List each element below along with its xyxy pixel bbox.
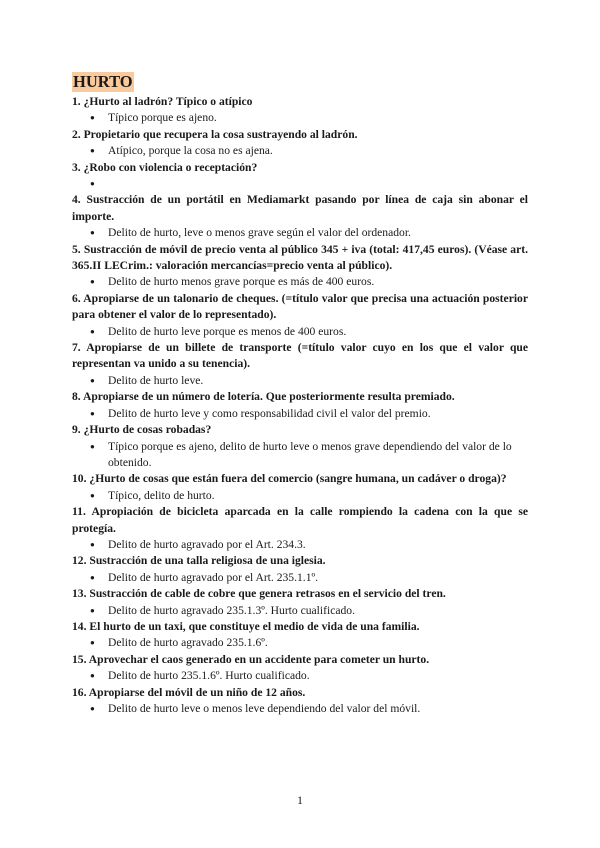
answer-bullet: ● Típico porque es ajeno. bbox=[72, 110, 528, 126]
answer-bullet: ● Delito de hurto, leve o menos grave según el valor del ordenador. bbox=[72, 225, 528, 241]
answer-bullet: ● Delito de hurto agravado por el Art. 235.1.1º. bbox=[72, 570, 528, 586]
answer-bullet: ● Delito de hurto menos grave porque es más de 400 euros. bbox=[72, 274, 528, 290]
section-title: HURTO bbox=[73, 72, 133, 91]
answer-bullet: ● Delito de hurto leve o menos leve dependiendo del valor del móvil. bbox=[72, 701, 528, 717]
question-text: 1. ¿Hurto al ladrón? Típico o atípico bbox=[72, 95, 253, 108]
answer-bullet: ● Delito de hurto leve porque es menos de 400 euros. bbox=[72, 324, 528, 340]
question-item bbox=[72, 389, 528, 422]
answer-bullet bbox=[72, 176, 528, 192]
question-text: 13. Sustracción de cable de cobre que genera retrasos en el servicio del tren. bbox=[72, 587, 446, 601]
answer-bullet: ● Típico, delito de hurto. bbox=[72, 488, 528, 504]
question-text: 4. Sustracción de un portátil en Mediamarkt pasando por línea de caja sin abonar el importe. bbox=[72, 193, 528, 223]
question-item bbox=[72, 127, 528, 160]
answer-bullet: ● Delito de hurto agravado 235.1.6º. bbox=[72, 635, 528, 651]
question-item bbox=[72, 553, 528, 586]
question-item bbox=[72, 291, 528, 340]
question-text: 10. ¿Hurto de cosas que están fuera del comercio (sangre humana, un cadáver o droga)? bbox=[72, 472, 507, 486]
question-text: 5. Sustracción de móvil de precio venta al público 345 + iva (total: 417,45 euros). (Véase art. 365.II LECrim.: valoración mercancías=precio venta al público). bbox=[72, 242, 528, 273]
question-item bbox=[72, 242, 528, 291]
question-item bbox=[72, 94, 528, 127]
answer-bullet: ● Atípico, porque la cosa no es ajena. bbox=[72, 143, 528, 159]
question-text: 11. Apropiación de bicicleta aparcada en la calle rompiendo la cadena con la que se protegía. bbox=[72, 505, 528, 535]
question-item bbox=[72, 619, 528, 652]
question-item bbox=[72, 685, 528, 718]
question-text: 6. Apropiarse de un talonario de cheques. (=título valor que precisa una actuación posterior para obtener el valor de lo representado). bbox=[72, 291, 528, 322]
question-item bbox=[72, 471, 528, 504]
answer-bullet: ● Delito de hurto leve y como responsabilidad civil el valor del premio. bbox=[72, 406, 528, 422]
question-item bbox=[72, 192, 528, 241]
answer-bullet: ● Típico porque es ajeno, delito de hurto leve o menos grave dependiendo del valor de lo obtenido. bbox=[72, 439, 528, 472]
answer-bullet: ● Delito de hurto agravado 235.1.3º. Hurto cualificado. bbox=[72, 603, 528, 619]
question-item bbox=[72, 652, 528, 685]
answer-bullet: ● Delito de hurto agravado por el Art. 234.3. bbox=[72, 537, 528, 553]
question-text: 7. Apropiarse de un billete de transporte (=título valor cuyo en los que el valor que representan va unido a su tenencia). bbox=[72, 341, 528, 371]
question-text: 16. Apropiarse del móvil de un niño de 12 años. bbox=[72, 685, 306, 699]
page-number: 1 bbox=[297, 793, 303, 807]
question-text: 3. ¿Robo con violencia o receptación? bbox=[72, 160, 258, 174]
document-page bbox=[72, 72, 528, 717]
question-text: 9. ¿Hurto de cosas robadas? bbox=[72, 423, 212, 437]
question-item bbox=[72, 422, 528, 471]
question-text: 15. Aprovechar el caos generado en un accidente para cometer un hurto. bbox=[72, 652, 430, 666]
question-item bbox=[72, 586, 528, 619]
question-item bbox=[72, 160, 528, 193]
question-text: 2. Propietario que recupera la cosa sustrayendo al ladrón. bbox=[72, 127, 358, 141]
question-text: 12. Sustracción de una talla religiosa de una iglesia. bbox=[72, 554, 326, 568]
question-text: 14. El hurto de un taxi, que constituye el medio de vida de una familia. bbox=[72, 619, 420, 633]
question-item bbox=[72, 340, 528, 389]
answer-bullet: ● Delito de hurto leve. bbox=[72, 373, 528, 389]
question-text: 8. Apropiarse de un número de lotería. Que posteriormente resulta premiado. bbox=[72, 390, 455, 404]
question-item bbox=[72, 504, 528, 553]
question-list bbox=[72, 94, 528, 717]
answer-bullet: ● Delito de hurto 235.1.6º. Hurto cualificado. bbox=[72, 668, 528, 684]
